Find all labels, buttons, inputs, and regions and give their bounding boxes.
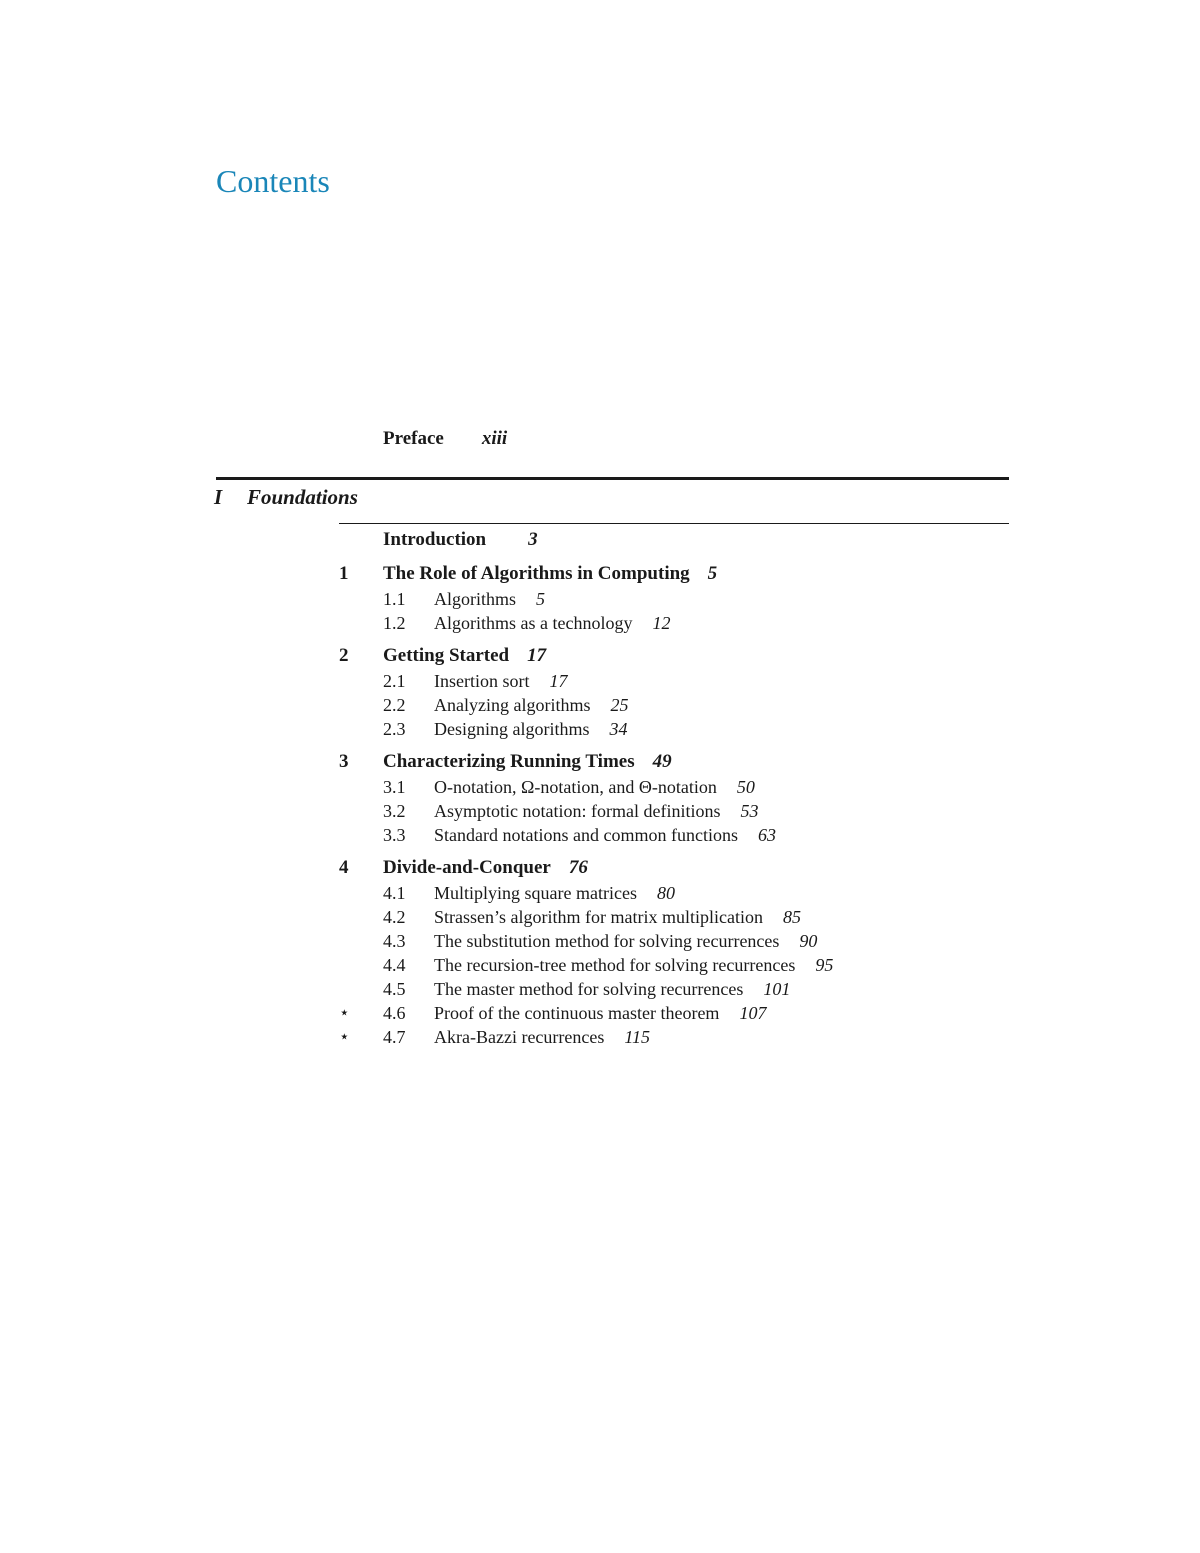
chapter-page: 5 (707, 563, 718, 584)
section-title: O-notation, Ω-notation, and Θ-notation (434, 777, 717, 797)
toc-section-3-1[interactable] (339, 775, 1009, 799)
chapter-number: 3 (339, 751, 349, 772)
toc-section-2-3[interactable] (339, 717, 1009, 741)
part-title: Foundations (247, 485, 358, 509)
toc-section-1-1[interactable] (339, 587, 1009, 611)
preface-page: xiii (481, 428, 508, 449)
toc-section-4-4[interactable] (339, 953, 1009, 977)
section-page: 5 (536, 589, 546, 609)
toc-list (339, 527, 1009, 1049)
toc-introduction[interactable] (339, 527, 1009, 553)
chapter-title: Getting Started (383, 645, 510, 666)
section-page: 107 (739, 1003, 767, 1023)
section-page: 53 (740, 801, 759, 821)
chapter-number: 1 (339, 563, 349, 584)
toc-section-4-2[interactable] (339, 905, 1009, 929)
chapter-title: The Role of Algorithms in Computing (383, 563, 690, 584)
chapter-number: 2 (339, 645, 349, 666)
chapter-title: Characterizing Running Times (383, 751, 635, 772)
page-title: Contents (216, 163, 330, 199)
toc-section-4-6[interactable] (339, 1001, 1009, 1025)
section-page: 101 (763, 979, 791, 999)
section-title: Algorithms as a technology (434, 613, 633, 633)
section-number: 1.1 (383, 589, 406, 609)
section-number: 3.2 (383, 801, 406, 821)
section-page: 63 (757, 825, 776, 845)
toc-section-4-1[interactable] (339, 881, 1009, 905)
section-number: 2.2 (383, 695, 406, 715)
toc-chapter-1[interactable] (339, 561, 1009, 587)
toc-section-4-5[interactable] (339, 977, 1009, 1001)
section-title: The master method for solving recurrences (434, 979, 744, 999)
part-divider-thin (339, 523, 1009, 524)
section-page: 25 (610, 695, 629, 715)
introduction-label: Introduction (383, 529, 487, 550)
chapter-page: 49 (652, 751, 672, 772)
section-title: Standard notations and common functions (434, 825, 738, 845)
star-icon: ⋆ (339, 1003, 350, 1022)
toc-section-4-7[interactable] (339, 1025, 1009, 1049)
section-number: 4.5 (383, 979, 406, 999)
section-page: 34 (609, 719, 628, 739)
section-page: 50 (736, 777, 755, 797)
section-number: 2.3 (383, 719, 406, 739)
section-number: 4.6 (383, 1003, 406, 1023)
toc-section-4-3[interactable] (339, 929, 1009, 953)
toc-section-3-3[interactable] (339, 823, 1009, 847)
preface-label: Preface (383, 428, 444, 449)
chapter-page: 76 (568, 857, 588, 878)
section-number: 1.2 (383, 613, 406, 633)
section-title: Proof of the continuous master theorem (434, 1003, 720, 1023)
section-number: 4.3 (383, 931, 406, 951)
chapter-number: 4 (339, 857, 349, 878)
section-page: 17 (549, 671, 568, 691)
star-icon: ⋆ (339, 1027, 350, 1046)
section-number: 2.1 (383, 671, 406, 691)
section-number: 4.2 (383, 907, 406, 927)
section-title: Insertion sort (434, 671, 530, 691)
part-number: I (214, 485, 223, 509)
toc-section-1-2[interactable] (339, 611, 1009, 635)
part-heading[interactable] (214, 485, 358, 510)
section-number: 3.3 (383, 825, 406, 845)
section-page: 85 (782, 907, 801, 927)
section-page: 80 (656, 883, 675, 903)
section-number: 4.1 (383, 883, 406, 903)
toc-chapter-4[interactable] (339, 855, 1009, 881)
part-divider-thick (216, 477, 1009, 480)
toc-section-2-2[interactable] (339, 693, 1009, 717)
chapter-page: 17 (527, 645, 547, 666)
section-title: The recursion-tree method for solving recurrences (434, 955, 796, 975)
toc-section-3-2[interactable] (339, 799, 1009, 823)
section-number: 3.1 (383, 777, 406, 797)
section-page: 90 (799, 931, 818, 951)
section-number: 4.7 (383, 1027, 406, 1047)
section-title: Akra-Bazzi recurrences (434, 1027, 605, 1047)
toc-chapter-3[interactable] (339, 749, 1009, 775)
section-page: 95 (815, 955, 834, 975)
section-title: Asymptotic notation: formal definitions (434, 801, 721, 821)
section-title: Algorithms (434, 589, 517, 609)
chapter-title: Divide-and-Conquer (383, 857, 551, 878)
section-number: 4.4 (383, 955, 406, 975)
section-page: 115 (624, 1027, 651, 1047)
toc-chapter-2[interactable] (339, 643, 1009, 669)
section-page: 12 (652, 613, 671, 633)
section-title: The substitution method for solving recurrences (434, 931, 780, 951)
toc-preface[interactable] (383, 428, 507, 450)
section-title: Designing algorithms (434, 719, 590, 739)
introduction-page: 3 (528, 529, 538, 550)
section-title: Multiplying square matrices (434, 883, 637, 903)
section-title: Analyzing algorithms (434, 695, 591, 715)
toc-section-2-1[interactable] (339, 669, 1009, 693)
section-title: Strassen’s algorithm for matrix multiplication (434, 907, 763, 927)
